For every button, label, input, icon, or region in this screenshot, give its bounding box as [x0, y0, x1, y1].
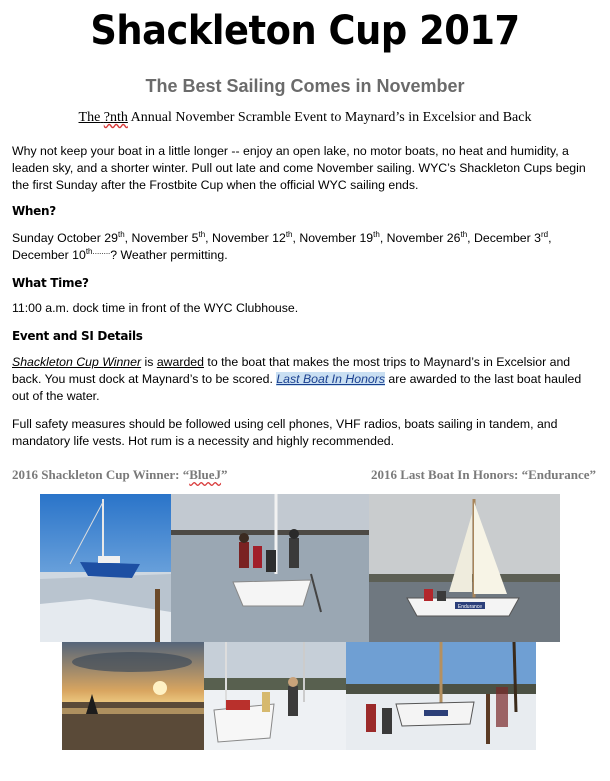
dates-list: Sunday October 29th, November 5th, November 12th, November 19th, November 26th, December 3rd, December $10^{th........}$? — [12, 229, 552, 262]
event-line — [0, 109, 610, 127]
boat-name-label: Endurance — [457, 604, 483, 610]
honors-text: are awarded to the last boat hauled out of the water. — [12, 372, 582, 403]
date-suffix: th — [460, 229, 468, 239]
date-suffix: th — [373, 229, 380, 239]
honors-caption: 2016 Last Boat In Honors: “Endurance” — [371, 467, 596, 482]
winner-term: Shackleton Cup Winner — [12, 355, 142, 369]
when-heading: When? — [12, 204, 56, 218]
subtitle: The Best Sailing Comes in November — [145, 76, 465, 96]
date-suffix: th — [285, 229, 293, 239]
date-item: November 12th — [211, 229, 293, 245]
winner-boat-name: BlueJ — [189, 467, 222, 482]
details-paragraph — [12, 354, 598, 405]
dates-paragraph — [12, 230, 598, 264]
winner-text: to the boat that makes the most trips to Maynard’s in Excelsior and back. You must dock at Maynard’s to be scored. — [12, 355, 571, 386]
crew-on-sailboat-photo — [171, 494, 369, 642]
date-item: December 3rd — [474, 229, 549, 245]
date-suffix: th — [117, 229, 125, 239]
intro-paragraph: Why not keep your boat in a little longer -- enjoy an open lake, no motor boats, no heat and humidity, a leaden sky, and a shorter winter. Pull out late and come November sailing. WYC’s Shackleton Cups begin the first Sunday after the Frostbite Cup when the official WYC sailing ends. — [12, 144, 586, 192]
honors-term: Last Boat In Honors — [276, 372, 385, 386]
safety-paragraph: Full safety measures should be followed using cell phones, VHF radios, boats sailing in tandem, and mandatory life vests. Hot rum is a necessity and highly recommended. — [12, 417, 558, 448]
blue-sailboat-ice-photo — [40, 494, 171, 642]
event-line-prefix: The ?nth — [78, 110, 128, 125]
boat-haul-out-photo — [346, 642, 536, 750]
what-time-heading: What Time? — [12, 276, 89, 290]
weather-note: Weather permitting. — [120, 248, 228, 262]
date-item: November 19th — [299, 229, 380, 245]
catboat-endurance-photo — [369, 494, 560, 642]
date-item: December $10^{th........}$ — [12, 246, 111, 262]
winner-caption: 2016 Shackleton Cup Winner: “BlueJ” — [12, 467, 228, 482]
details-heading: Event and SI Details — [12, 329, 143, 343]
event-ordinal: ?nth — [103, 110, 128, 125]
page-title: Shackleton Cup 2017 — [90, 8, 520, 54]
date-suffix: rd — [541, 229, 549, 239]
docked-sailboat-snow-photo — [204, 642, 346, 750]
date-item: November 5th — [131, 229, 206, 245]
sunset-sail-photo — [62, 642, 204, 750]
winner-text-is: is — [144, 355, 154, 369]
date-item: Sunday October 29th — [12, 229, 125, 245]
event-line-rest: Annual November Scramble Event to Maynard’s in Excelsior and Back — [130, 110, 532, 125]
winner-text-awarded: awarded — [156, 355, 204, 369]
date-item: November 26th — [386, 229, 468, 245]
date-suffix: th........ — [85, 246, 111, 256]
date-suffix: th — [198, 229, 206, 239]
time-paragraph: 11:00 a.m. dock time in front of the WYC Clubhouse. — [12, 301, 299, 315]
